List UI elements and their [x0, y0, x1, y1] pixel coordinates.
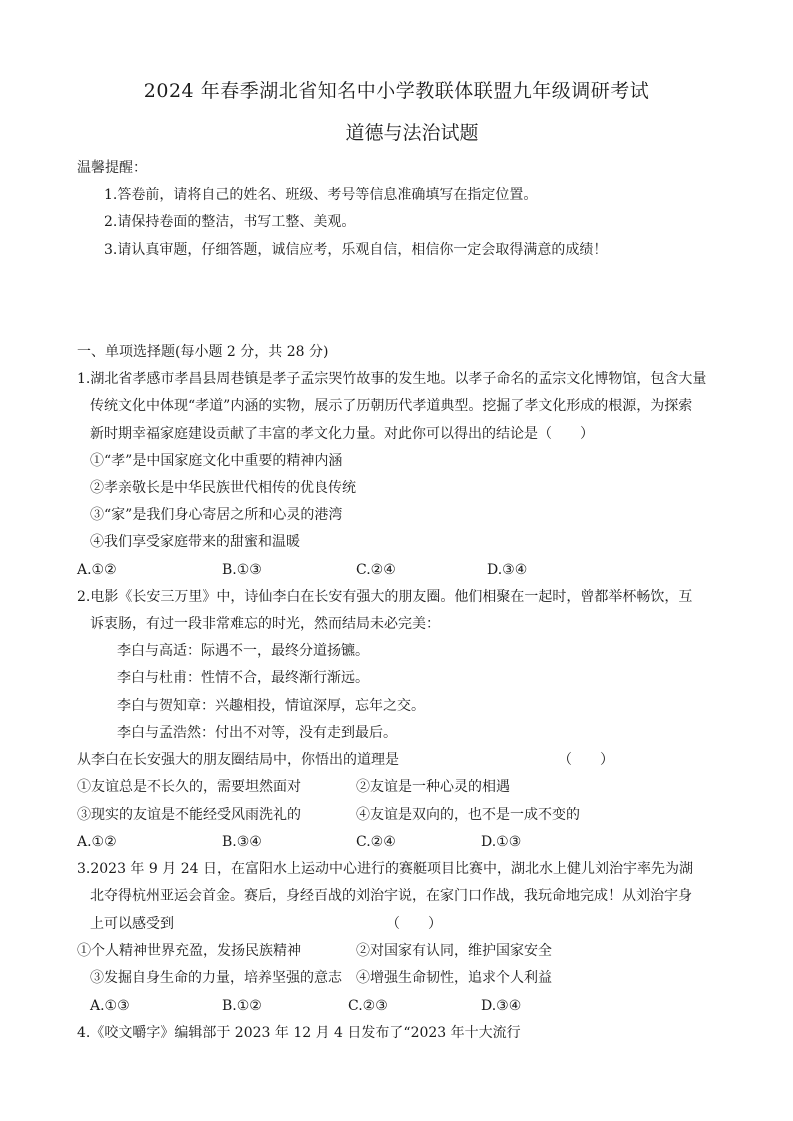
question-2-quote: 李白与贺知章：兴趣相投，情谊深厚，忘年之交。 [117, 698, 425, 714]
question-4-line: 4.《咬文嚼字》编辑部于 2023 年 12 月 4 日发布了“2023 年十大流行 [77, 1025, 521, 1041]
question-1-line: 新时期幸福家庭建设贡献了丰富的孝文化力量。对此你可以得出的结论是（ ） [90, 426, 594, 442]
section-heading: 一、单项选择题(每小题 2 分，共 28 分) [77, 344, 329, 360]
question-2-option-b: B.③④ [222, 834, 262, 850]
question-3-statement: ②对国家有认同，维护国家安全 [356, 943, 552, 959]
question-1-statement: ②孝亲敬长是中华民族世代相传的优良传统 [90, 480, 356, 496]
question-3-statement: ④增强生命韧性，追求个人利益 [356, 970, 552, 986]
question-1-option-a: A.①② [77, 562, 117, 578]
question-1-statement: ①“孝”是中国家庭文化中重要的精神内涵 [90, 453, 343, 469]
question-3-statement: ①个人精神世界充盈，发扬民族精神 [77, 943, 301, 959]
question-3-statement: ③发掘自身生命的力量，培养坚强的意志 [90, 970, 342, 986]
question-1-statement: ③“家”是我们身心寄居之所和心灵的港湾 [90, 507, 343, 523]
question-3-line: 上可以感受到 [90, 916, 174, 932]
question-2-statement: ①友谊总是不长久的，需要坦然面对 [77, 779, 301, 795]
question-3-line: 北夺得杭州亚运会首金。赛后，身经百战的刘治宇说，在家门口作战，我玩命地完成！从刘治宇身 [90, 888, 692, 904]
question-2-line: 诉衷肠，有过一段非常难忘的时光，然而结局未必完美： [90, 616, 440, 632]
question-2-option-c: C.②④ [356, 834, 396, 850]
question-1-line: 1.湖北省孝感市孝昌县周巷镇是孝子孟宗哭竹故事的发生地。以孝子命名的孟宗文化博物馆，包含大量 [77, 371, 707, 387]
question-3-option-a: A.①③ [90, 998, 130, 1014]
question-2-quote: 李白与杜甫：性情不合，最终渐行渐远。 [117, 670, 369, 686]
question-2-statement: ③现实的友谊是不能经受风雨洗礼的 [77, 807, 301, 823]
question-2-statement: ②友谊是一种心灵的相遇 [356, 779, 510, 795]
exam-subtitle: 道德与法治试题 [345, 122, 479, 144]
question-2-quote: 李白与孟浩然：付出不对等，没有走到最后。 [117, 725, 397, 741]
question-1-option-b: B.①③ [222, 562, 262, 578]
question-1-statement: ④我们享受家庭带来的甜蜜和温暖 [90, 534, 300, 550]
question-3-line: 3.2023 年 9 月 24 日，在富阳水上运动中心进行的赛艇项目比赛中，湖北水上健儿刘治宇率先为湖 [77, 861, 693, 877]
question-2-prompt: 从李白在长安强大的朋友圈结局中，你悟出的道理是 [77, 752, 399, 768]
reminder-heading: 温馨提醒： [77, 160, 147, 176]
question-2-option-d: D.①③ [481, 834, 522, 850]
question-2-statement: ④友谊是双向的，也不是一成不变的 [356, 807, 580, 823]
question-2-quote: 李白与高适：际遇不一，最终分道扬镳。 [117, 643, 369, 659]
question-3-option-d: D.③④ [481, 998, 522, 1014]
question-2-line: 2.电影《长安三万里》中，诗仙李白在长安有强大的朋友圈。他们相聚在一起时，曾都举杯畅饮，互 [77, 589, 693, 605]
answer-bracket: （ ） [558, 752, 614, 768]
question-3-option-c: C.②③ [348, 998, 388, 1014]
reminder-item: 2.请保持卷面的整洁，书写工整、美观。 [104, 214, 356, 230]
exam-title: 2024 年春季湖北省知名中小学教联体联盟九年级调研考试 [143, 80, 650, 102]
reminder-item: 1.答卷前，请将自己的姓名、班级、考号等信息准确填写在指定位置。 [104, 187, 538, 203]
question-2-option-a: A.①② [77, 834, 117, 850]
answer-bracket: （ ） [386, 916, 442, 932]
question-1-option-c: C.②④ [356, 562, 396, 578]
question-1-option-d: D.③④ [487, 562, 528, 578]
question-3-option-b: B.①② [222, 998, 262, 1014]
question-1-line: 传统文化中体现“孝道”内涵的实物，展示了历朝历代孝道典型。挖掘了孝文化形成的根源，为探索 [90, 398, 693, 414]
reminder-item: 3.请认真审题，仔细答题，诚信应考，乐观自信，相信你一定会取得满意的成绩！ [104, 242, 608, 258]
